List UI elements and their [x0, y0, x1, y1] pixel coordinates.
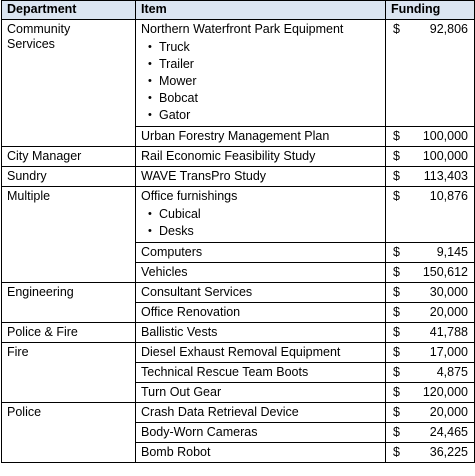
funding-cell: [386, 423, 475, 443]
funding-value: [391, 245, 470, 260]
funding-cell: [386, 127, 475, 147]
funding-value: [391, 149, 470, 164]
funding-cell: [386, 323, 475, 343]
subitem: [148, 73, 381, 90]
table-row: [2, 167, 475, 187]
item-cell: [136, 323, 386, 343]
item-label: Office furnishings: [141, 189, 238, 203]
funding-cell: [386, 363, 475, 383]
department-cell-empty: [2, 383, 136, 403]
funding-amount: 120,000: [422, 385, 468, 399]
subitem-label: Truck: [159, 40, 190, 54]
item-cell: [136, 243, 386, 263]
funding-value: [391, 445, 470, 460]
item-cell: [136, 363, 386, 383]
item-cell: [136, 263, 386, 283]
currency-symbol: $: [393, 149, 400, 163]
item-label: Rail Economic Feasibility Study: [141, 149, 316, 163]
table-row: [2, 303, 475, 323]
department-cell: [2, 343, 136, 363]
item-label: Crash Data Retrieval Device: [141, 405, 299, 419]
funding-value: [391, 305, 470, 320]
funding-cell: [386, 147, 475, 167]
item-cell: [136, 167, 386, 187]
bullet-icon: •: [148, 208, 152, 220]
funding-value: [391, 169, 470, 184]
department-cell-empty: [2, 303, 136, 323]
funding-amount: 10,876: [429, 189, 468, 203]
department-cell: [2, 187, 136, 243]
item-label: Technical Rescue Team Boots: [141, 365, 309, 379]
funding-cell: [386, 263, 475, 283]
department-label: Sundry: [7, 169, 47, 183]
item-label: Computers: [141, 245, 203, 259]
item-label: Consultant Services: [141, 285, 253, 299]
subitem-list: [141, 206, 381, 240]
bullet-icon: •: [148, 41, 152, 53]
table-body: [2, 20, 475, 463]
subitem-label: Trailer: [159, 57, 194, 71]
funding-value: [391, 265, 470, 280]
department-cell-empty: [2, 243, 136, 263]
funding-value: [391, 325, 470, 340]
department-cell: [2, 403, 136, 423]
funding-amount: 113,403: [423, 169, 468, 183]
currency-symbol: $: [393, 365, 400, 379]
funding-value: [391, 385, 470, 400]
funding-amount: 36,225: [429, 445, 468, 459]
item-label: Urban Forestry Management Plan: [141, 129, 330, 143]
currency-symbol: $: [393, 169, 400, 183]
funding-amount: 92,806: [429, 22, 468, 36]
funding-amount: 17,000: [429, 345, 468, 359]
currency-symbol: $: [393, 445, 400, 459]
funding-amount: 20,000: [429, 405, 468, 419]
currency-symbol: $: [393, 425, 400, 439]
subitem: [148, 107, 381, 124]
subitem-list: [141, 39, 381, 124]
funding-cell: [386, 167, 475, 187]
item-cell: [136, 147, 386, 167]
table-row: [2, 147, 475, 167]
table-row: [2, 20, 475, 127]
department-cell-empty: [2, 443, 136, 463]
subitem: [148, 90, 381, 107]
funding-value: [391, 425, 470, 440]
department-cell-empty: [2, 127, 136, 147]
item-cell: [136, 20, 386, 127]
table-row: [2, 383, 475, 403]
currency-symbol: $: [393, 285, 400, 299]
subitem: [148, 223, 381, 240]
department-label: Engineering: [7, 285, 74, 299]
funding-amount: 24,465: [429, 425, 468, 439]
currency-symbol: $: [393, 22, 400, 36]
department-cell: [2, 323, 136, 343]
subitem: [148, 56, 381, 73]
funding-cell: [386, 20, 475, 127]
currency-symbol: $: [393, 129, 400, 143]
item-label: Vehicles: [141, 265, 188, 279]
item-label: Office Renovation: [141, 305, 241, 319]
table-row: [2, 423, 475, 443]
funding-amount: 30,000: [429, 285, 468, 299]
funding-value: [391, 345, 470, 360]
item-cell: [136, 343, 386, 363]
department-label: Police & Fire: [7, 325, 78, 339]
currency-symbol: $: [393, 385, 400, 399]
item-cell: [136, 283, 386, 303]
table-row: [2, 283, 475, 303]
subitem: [148, 206, 381, 223]
department-label: Fire: [7, 345, 29, 359]
department-label: Services: [7, 37, 55, 51]
table-row: [2, 443, 475, 463]
item-label: Turn Out Gear: [141, 385, 222, 399]
table-row: [2, 323, 475, 343]
item-cell: [136, 303, 386, 323]
funding-amount: 4,875: [436, 365, 468, 379]
funding-amount: 150,612: [422, 265, 468, 279]
department-cell-empty: [2, 263, 136, 283]
department-label: Police: [7, 405, 42, 419]
item-cell: [136, 443, 386, 463]
item-cell: [136, 187, 386, 243]
department-cell: [2, 167, 136, 187]
table-row: [2, 187, 475, 243]
department-cell: [2, 20, 136, 127]
item-label: Diesel Exhaust Removal Equipment: [141, 345, 341, 359]
currency-symbol: $: [393, 265, 400, 279]
subitem-label: Gator: [159, 108, 191, 122]
funding-cell: [386, 283, 475, 303]
bullet-icon: •: [148, 58, 152, 70]
funding-value: [391, 405, 470, 420]
bullet-icon: •: [148, 75, 152, 87]
item-cell: [136, 423, 386, 443]
funding-cell: [386, 243, 475, 263]
table-row: [2, 363, 475, 383]
bullet-icon: •: [148, 92, 152, 104]
funding-amount: 100,000: [422, 149, 468, 163]
department-label: Multiple: [7, 189, 51, 203]
subitem: [148, 39, 381, 56]
subitem-label: Mower: [159, 74, 197, 88]
currency-symbol: $: [393, 189, 400, 203]
item-cell: [136, 403, 386, 423]
funding-amount: 20,000: [429, 305, 468, 319]
department-cell: [2, 283, 136, 303]
funding-cell: [386, 343, 475, 363]
item-cell: [136, 127, 386, 147]
item-label: Ballistic Vests: [141, 325, 218, 339]
table-row: [2, 403, 475, 423]
currency-symbol: $: [393, 405, 400, 419]
department-cell-empty: [2, 423, 136, 443]
funding-value: [391, 285, 470, 300]
table-row: [2, 263, 475, 283]
item-label: Bomb Robot: [141, 445, 211, 459]
funding-value: [391, 189, 470, 204]
currency-symbol: $: [393, 245, 400, 259]
funding-cell: [386, 303, 475, 323]
item-label: WAVE TransPro Study: [141, 169, 267, 183]
department-cell-empty: [2, 363, 136, 383]
department-cell: [2, 147, 136, 167]
funding-cell: [386, 403, 475, 423]
funding-value: [391, 129, 470, 144]
header-item: Item: [136, 1, 386, 20]
header-row: [2, 1, 475, 20]
table-row: [2, 343, 475, 363]
subitem-label: Desks: [159, 224, 194, 238]
item-label: Northern Waterfront Park Equipment: [141, 22, 344, 36]
funding-amount: 100,000: [422, 129, 468, 143]
item-cell: [136, 383, 386, 403]
funding-cell: [386, 187, 475, 243]
table-row: [2, 127, 475, 147]
header-funding: Funding: [386, 1, 475, 20]
currency-symbol: $: [393, 305, 400, 319]
subitem-label: Bobcat: [159, 91, 198, 105]
department-label: City Manager: [7, 149, 82, 163]
funding-amount: 41,788: [429, 325, 468, 339]
header-department: Department: [2, 1, 136, 20]
bullet-icon: •: [148, 225, 152, 237]
subitem-label: Cubical: [159, 207, 201, 221]
funding-cell: [386, 443, 475, 463]
department-label: Community: [7, 22, 71, 36]
currency-symbol: $: [393, 325, 400, 339]
bullet-icon: •: [148, 109, 152, 121]
funding-value: [391, 365, 470, 380]
funding-amount: 9,145: [436, 245, 468, 259]
table-row: [2, 243, 475, 263]
item-label: Body-Worn Cameras: [141, 425, 258, 439]
funding-cell: [386, 383, 475, 403]
funding-table: [1, 0, 475, 463]
currency-symbol: $: [393, 345, 400, 359]
funding-value: [391, 22, 470, 37]
